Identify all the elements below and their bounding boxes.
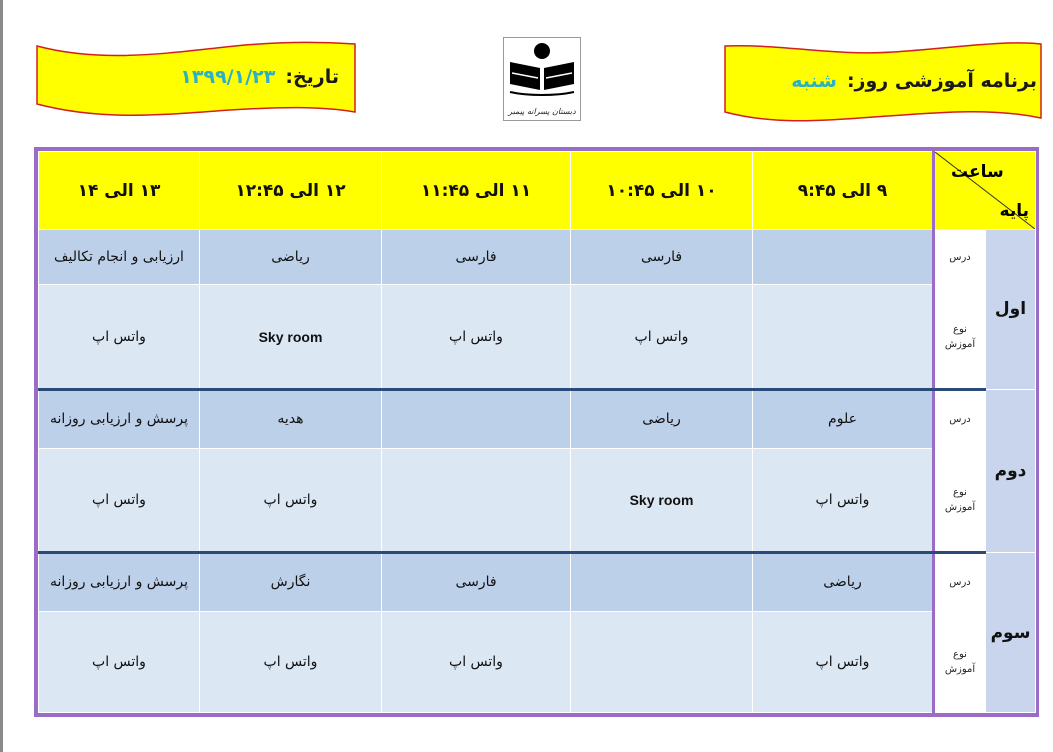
mode-cell: Sky room bbox=[200, 285, 382, 389]
row-type-mode-line2: آموزش bbox=[944, 663, 976, 675]
corner-cell bbox=[934, 152, 1036, 230]
book-reader-icon bbox=[504, 38, 580, 104]
lesson-cell: ارزیابی و انجام تکالیف bbox=[39, 230, 200, 285]
mode-cell: واتس اپ bbox=[571, 285, 753, 389]
corner-time-label: ساعت bbox=[951, 162, 1004, 182]
row-type-mode bbox=[934, 611, 986, 712]
row-type-mode-line2: آموزش bbox=[944, 501, 976, 513]
lesson-row bbox=[39, 230, 1036, 285]
program-day-banner bbox=[723, 38, 1043, 124]
row-type-lesson: درس bbox=[934, 230, 986, 285]
date-value: ۱۳۹۹/۱/۲۳ bbox=[180, 66, 276, 88]
mode-row bbox=[39, 448, 1036, 552]
time-slot-header: ۱۲ الی ۱۲:۴۵ bbox=[200, 152, 382, 230]
lesson-row bbox=[39, 389, 1036, 448]
lesson-cell bbox=[382, 389, 571, 448]
time-slot-header: ۱۰ الی ۱۰:۴۵ bbox=[571, 152, 753, 230]
mode-cell bbox=[382, 448, 571, 552]
mode-cell: Sky room bbox=[571, 448, 753, 552]
schedule-table bbox=[34, 147, 1039, 717]
lesson-cell: علوم bbox=[753, 389, 934, 448]
schedule-grid bbox=[38, 151, 1036, 713]
mode-row bbox=[39, 611, 1036, 712]
program-day-text bbox=[791, 38, 1037, 124]
grade-label: دوم bbox=[986, 389, 1036, 552]
row-type-lesson: درس bbox=[934, 389, 986, 448]
lesson-cell: نگارش bbox=[200, 553, 382, 612]
row-type-lesson: درس bbox=[934, 553, 986, 612]
day-value: شنبه bbox=[791, 70, 837, 92]
grade-label: اول bbox=[986, 230, 1036, 390]
school-logo bbox=[503, 37, 581, 121]
row-type-mode bbox=[934, 448, 986, 552]
date-label: تاریخ: bbox=[285, 66, 339, 88]
lesson-cell: پرسش و ارزیابی روزانه bbox=[39, 553, 200, 612]
lesson-cell: فارسی bbox=[571, 230, 753, 285]
grade-label: سوم bbox=[986, 553, 1036, 713]
lesson-cell: ریاضی bbox=[200, 230, 382, 285]
lesson-cell: فارسی bbox=[382, 230, 571, 285]
mode-cell bbox=[571, 611, 753, 712]
date-banner bbox=[35, 38, 357, 116]
mode-cell bbox=[753, 285, 934, 389]
row-type-mode-line2: آموزش bbox=[944, 338, 976, 350]
program-label: برنامه آموزشی روز: bbox=[846, 70, 1037, 92]
lesson-cell bbox=[571, 553, 753, 612]
mode-cell: واتس اپ bbox=[39, 285, 200, 389]
mode-cell: واتس اپ bbox=[382, 285, 571, 389]
mode-cell: واتس اپ bbox=[39, 611, 200, 712]
lesson-row bbox=[39, 553, 1036, 612]
time-slot-header: ۱۳ الی ۱۴ bbox=[39, 152, 200, 230]
time-slot-header: ۱۱ الی ۱۱:۴۵ bbox=[382, 152, 571, 230]
window-edge bbox=[0, 0, 3, 752]
row-type-mode-line1: نوع bbox=[953, 648, 967, 660]
mode-cell: واتس اپ bbox=[39, 448, 200, 552]
date-text bbox=[180, 38, 339, 116]
mode-cell: واتس اپ bbox=[200, 448, 382, 552]
mode-cell: واتس اپ bbox=[753, 448, 934, 552]
row-type-mode bbox=[934, 285, 986, 389]
row-type-mode-line1: نوع bbox=[953, 486, 967, 498]
corner-grade-label: پایه bbox=[999, 201, 1029, 221]
lesson-cell: پرسش و ارزیابی روزانه bbox=[39, 389, 200, 448]
lesson-cell bbox=[753, 230, 934, 285]
lesson-cell: فارسی bbox=[382, 553, 571, 612]
lesson-cell: ریاضی bbox=[571, 389, 753, 448]
row-type-mode-line1: نوع bbox=[953, 323, 967, 335]
mode-cell: واتس اپ bbox=[200, 611, 382, 712]
mode-cell: واتس اپ bbox=[753, 611, 934, 712]
time-slot-header: ۹ الی ۹:۴۵ bbox=[753, 152, 934, 230]
lesson-cell: هدیه bbox=[200, 389, 382, 448]
mode-row bbox=[39, 285, 1036, 389]
header-row bbox=[39, 152, 1036, 230]
mode-cell: واتس اپ bbox=[382, 611, 571, 712]
lesson-cell: ریاضی bbox=[753, 553, 934, 612]
logo-caption: دبستان پسرانه پیمبر bbox=[508, 107, 576, 116]
